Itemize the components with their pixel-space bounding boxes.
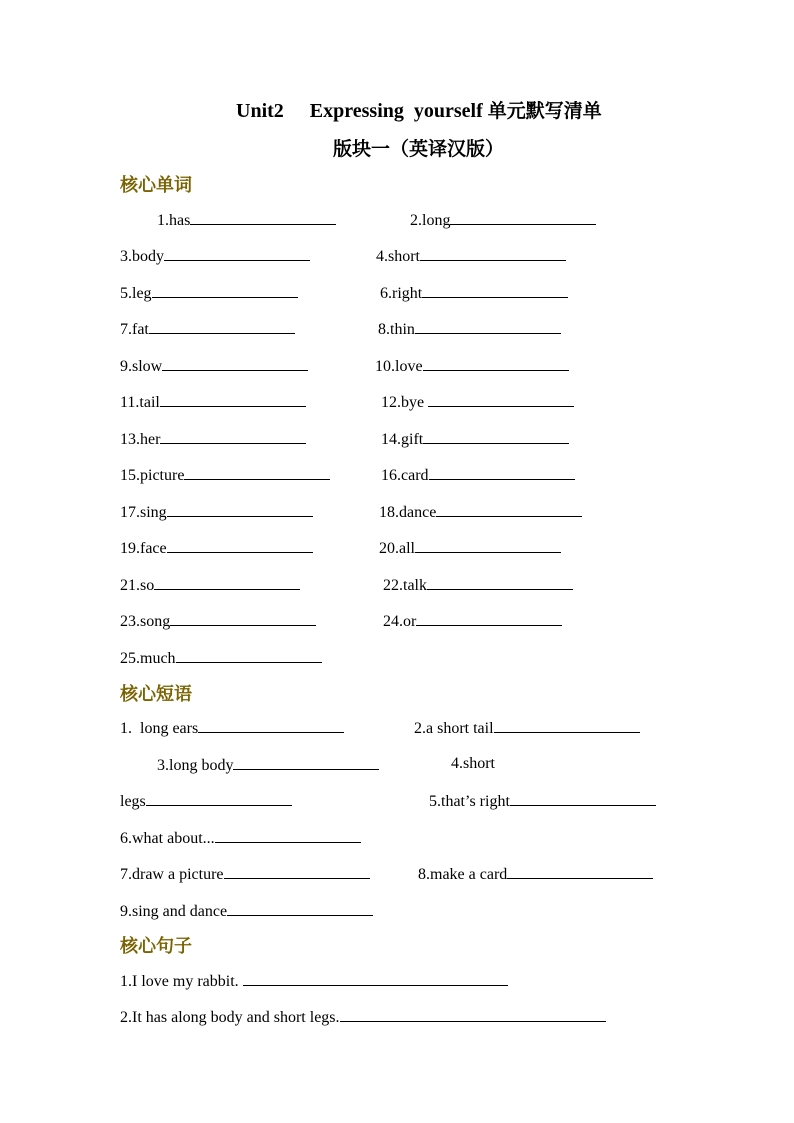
answer-blank[interactable] bbox=[436, 501, 582, 517]
answer-blank[interactable] bbox=[227, 900, 373, 916]
word-item: 4.short bbox=[376, 245, 566, 267]
answer-blank[interactable] bbox=[152, 282, 298, 298]
page-title bbox=[236, 98, 602, 124]
word-item: 12.bye bbox=[381, 391, 574, 413]
phrase-item: 9.sing and dance bbox=[120, 900, 373, 922]
answer-blank[interactable] bbox=[184, 464, 330, 480]
answer-blank[interactable] bbox=[494, 717, 640, 733]
answer-blank[interactable] bbox=[170, 610, 316, 626]
word-item: 13.her bbox=[120, 428, 306, 450]
word-item: 24.or bbox=[383, 610, 562, 632]
answer-blank[interactable] bbox=[154, 574, 300, 590]
answer-blank[interactable] bbox=[176, 647, 322, 663]
word-item: 5.leg bbox=[120, 282, 298, 304]
phrase-item: 7.draw a picture bbox=[120, 863, 370, 885]
word-item: 7.fat bbox=[120, 318, 295, 340]
word-item: 11.tail bbox=[120, 391, 306, 413]
answer-blank[interactable] bbox=[510, 790, 656, 806]
sentence-item: 1.I love my rabbit. bbox=[120, 970, 508, 992]
word-item: 8.thin bbox=[378, 318, 561, 340]
title-topic: Expressing yourself bbox=[309, 100, 483, 122]
answer-blank[interactable] bbox=[224, 863, 370, 879]
section-phrases-heading: 核心短语 bbox=[120, 684, 192, 705]
word-item: 17.sing bbox=[120, 501, 313, 523]
page-subtitle: 版块一（英译汉版） bbox=[333, 138, 505, 160]
word-item: 1.has bbox=[157, 209, 336, 231]
answer-blank[interactable] bbox=[162, 355, 308, 371]
word-item: 14.gift bbox=[381, 428, 569, 450]
word-item: 3.body bbox=[120, 245, 310, 267]
phrase-item: 1. long ears bbox=[120, 717, 344, 739]
answer-blank[interactable] bbox=[340, 1006, 606, 1022]
word-item: 20.all bbox=[379, 537, 561, 559]
answer-blank[interactable] bbox=[416, 610, 562, 626]
answer-blank[interactable] bbox=[422, 282, 568, 298]
word-item: 15.picture bbox=[120, 464, 330, 486]
answer-blank[interactable] bbox=[428, 391, 574, 407]
section-words-heading: 核心单词 bbox=[120, 175, 192, 196]
answer-blank[interactable] bbox=[167, 501, 313, 517]
word-item: 10.love bbox=[375, 355, 569, 377]
title-unit: Unit2 bbox=[236, 100, 284, 122]
answer-blank[interactable] bbox=[215, 827, 361, 843]
answer-blank[interactable] bbox=[149, 318, 295, 334]
word-item: 19.face bbox=[120, 537, 313, 559]
answer-blank[interactable] bbox=[198, 717, 344, 733]
answer-blank[interactable] bbox=[429, 464, 575, 480]
title-cn: 单元默写清单 bbox=[487, 100, 602, 122]
phrase-item: 2.a short tail bbox=[414, 717, 640, 739]
word-item: 2.long bbox=[410, 209, 596, 231]
answer-blank[interactable] bbox=[164, 245, 310, 261]
phrase-item: 4.short bbox=[451, 755, 495, 772]
answer-blank[interactable] bbox=[190, 209, 336, 225]
phrase-item: 6.what about... bbox=[120, 827, 361, 849]
word-item: 16.card bbox=[381, 464, 575, 486]
phrase-item: 5.that’s right bbox=[429, 790, 656, 812]
answer-blank[interactable] bbox=[423, 428, 569, 444]
answer-blank[interactable] bbox=[160, 391, 306, 407]
word-item: 22.talk bbox=[383, 574, 573, 596]
answer-blank[interactable] bbox=[423, 355, 569, 371]
sentence-item: 2.It has along body and short legs. bbox=[120, 1006, 606, 1028]
answer-blank[interactable] bbox=[420, 245, 566, 261]
answer-blank[interactable] bbox=[450, 209, 596, 225]
phrase-item: legs bbox=[120, 790, 292, 812]
answer-blank[interactable] bbox=[427, 574, 573, 590]
section-sentences-heading: 核心句子 bbox=[120, 936, 192, 957]
answer-blank[interactable] bbox=[415, 537, 561, 553]
answer-blank[interactable] bbox=[233, 754, 379, 770]
word-item: 23.song bbox=[120, 610, 316, 632]
phrase-item: 8.make a card bbox=[418, 863, 653, 885]
answer-blank[interactable] bbox=[507, 863, 653, 879]
word-item: 21.so bbox=[120, 574, 300, 596]
word-item: 9.slow bbox=[120, 355, 308, 377]
word-item: 25.much bbox=[120, 647, 322, 669]
phrase-item: 3.long body bbox=[157, 754, 379, 776]
answer-blank[interactable] bbox=[415, 318, 561, 334]
answer-blank[interactable] bbox=[167, 537, 313, 553]
word-item: 6.right bbox=[380, 282, 568, 304]
word-item: 18.dance bbox=[379, 501, 582, 523]
answer-blank[interactable] bbox=[160, 428, 306, 444]
answer-blank[interactable] bbox=[243, 970, 508, 986]
answer-blank[interactable] bbox=[146, 790, 292, 806]
